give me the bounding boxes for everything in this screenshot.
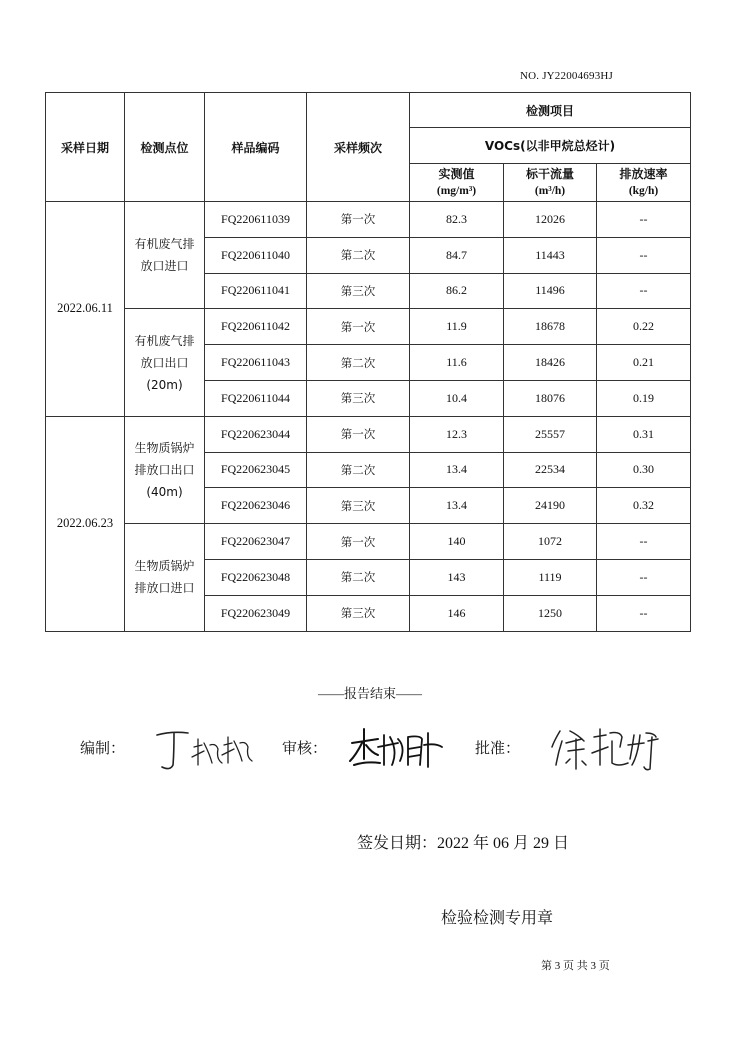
sample-code-cell: FQ220611041 [205, 273, 307, 309]
flow-cell: 25557 [504, 416, 597, 452]
measured-cell: 143 [410, 559, 504, 595]
sample-code-cell: FQ220611039 [205, 202, 307, 238]
measured-cell: 12.3 [410, 416, 504, 452]
flow-cell: 1072 [504, 524, 597, 560]
location-cell [125, 202, 205, 309]
sample-code-cell: FQ220623045 [205, 452, 307, 488]
location-line: (40m) [146, 484, 183, 499]
rate-cell: 0.32 [597, 488, 691, 524]
location-line: 有机废气排 [134, 237, 195, 252]
flow-cell: 1119 [504, 559, 597, 595]
measured-cell: 11.6 [410, 345, 504, 381]
sample-code-cell: FQ220611044 [205, 380, 307, 416]
flow-cell: 18076 [504, 380, 597, 416]
rate-cell: 0.31 [597, 416, 691, 452]
approved-signature [550, 725, 665, 777]
sample-code-cell: FQ220623049 [205, 595, 307, 631]
table-row [46, 416, 691, 452]
location-line: 排放口出口 [134, 462, 195, 477]
header-location: 检测点位 [125, 93, 205, 202]
table-row [46, 309, 691, 345]
measured-cell: 84.7 [410, 237, 504, 273]
rate-cell: 0.30 [597, 452, 691, 488]
issue-date: 签发日期：2022 年 06 月 29 日 [357, 835, 570, 852]
flow-cell: 11443 [504, 237, 597, 273]
sample-code-cell: FQ220623044 [205, 416, 307, 452]
frequency-cell: 第三次 [307, 595, 410, 631]
frequency-cell: 第一次 [307, 309, 410, 345]
seal-text: 检验检测专用章 [441, 910, 554, 927]
location-cell [125, 416, 205, 523]
header-measured [410, 164, 504, 202]
header-rate [597, 164, 691, 202]
header-flow-unit: (m³/h) [534, 184, 566, 197]
frequency-cell: 第二次 [307, 237, 410, 273]
header-measured-label: 实测值 [438, 166, 475, 181]
header-sample-date: 采样日期 [46, 93, 125, 202]
flow-cell: 24190 [504, 488, 597, 524]
frequency-cell: 第一次 [307, 416, 410, 452]
header-flow [504, 164, 597, 202]
flow-cell: 18426 [504, 345, 597, 381]
report-number: NO. JY22004693HJ [520, 70, 614, 82]
location-line: (20m) [146, 377, 183, 392]
location-line: 生物质锅炉 [134, 440, 195, 455]
header-rate-label: 排放速率 [619, 166, 668, 181]
sample-code-cell: FQ220623046 [205, 488, 307, 524]
compiled-label: 编制： [80, 739, 126, 757]
header-flow-label: 标干流量 [525, 166, 574, 181]
measured-cell: 10.4 [410, 380, 504, 416]
reviewed-signature [348, 725, 448, 775]
report-end-text: ——报告结束—— [317, 686, 422, 701]
measured-cell: 82.3 [410, 202, 504, 238]
sample-code-cell: FQ220623047 [205, 524, 307, 560]
frequency-cell: 第二次 [307, 559, 410, 595]
location-line: 放口出口 [140, 355, 189, 370]
table-row [46, 524, 691, 560]
rate-cell: -- [597, 524, 691, 560]
location-cell [125, 309, 205, 416]
frequency-cell: 第一次 [307, 202, 410, 238]
approved-label: 批准： [475, 739, 521, 757]
measured-cell: 86.2 [410, 273, 504, 309]
rate-cell: -- [597, 237, 691, 273]
reviewed-label: 审核： [282, 739, 328, 757]
header-test-items: 检测项目 [410, 93, 691, 128]
frequency-cell: 第三次 [307, 488, 410, 524]
frequency-cell: 第一次 [307, 524, 410, 560]
frequency-cell: 第二次 [307, 345, 410, 381]
sample-code-cell: FQ220623048 [205, 559, 307, 595]
sample-code-cell: FQ220611040 [205, 237, 307, 273]
frequency-cell: 第三次 [307, 380, 410, 416]
frequency-cell: 第二次 [307, 452, 410, 488]
measured-cell: 11.9 [410, 309, 504, 345]
rate-cell: -- [597, 273, 691, 309]
voc-results-table [45, 92, 691, 632]
location-line: 排放口进口 [134, 581, 195, 596]
measured-cell: 13.4 [410, 488, 504, 524]
rate-cell: 0.22 [597, 309, 691, 345]
header-measured-unit: (mg/m³) [436, 184, 477, 197]
flow-cell: 1250 [504, 595, 597, 631]
date-cell: 2022.06.11 [46, 202, 125, 417]
header-sample-code: 样品编码 [205, 93, 307, 202]
measured-cell: 13.4 [410, 452, 504, 488]
header-voc: VOCs(以非甲烷总烃计) [410, 128, 691, 164]
measured-cell: 140 [410, 524, 504, 560]
location-line: 生物质锅炉 [134, 559, 195, 574]
rate-cell: 0.21 [597, 345, 691, 381]
frequency-cell: 第三次 [307, 273, 410, 309]
flow-cell: 18678 [504, 309, 597, 345]
header-rate-unit: (kg/h) [628, 184, 659, 197]
rate-cell: -- [597, 202, 691, 238]
location-cell [125, 524, 205, 631]
location-line: 放口进口 [140, 259, 189, 274]
report-end-mark [0, 683, 740, 702]
header-frequency: 采样频次 [307, 93, 410, 202]
measured-cell: 146 [410, 595, 504, 631]
rate-cell: 0.19 [597, 380, 691, 416]
flow-cell: 11496 [504, 273, 597, 309]
location-line: 有机废气排 [134, 333, 195, 348]
rate-cell: -- [597, 595, 691, 631]
flow-cell: 22534 [504, 452, 597, 488]
rate-cell: -- [597, 559, 691, 595]
signature-row [80, 725, 700, 785]
page-number: 第 3 页 共 3 页 [541, 960, 610, 972]
compiled-signature [152, 725, 257, 775]
sample-code-cell: FQ220611042 [205, 309, 307, 345]
table-row [46, 202, 691, 238]
date-cell: 2022.06.23 [46, 416, 125, 631]
flow-cell: 12026 [504, 202, 597, 238]
sample-code-cell: FQ220611043 [205, 345, 307, 381]
